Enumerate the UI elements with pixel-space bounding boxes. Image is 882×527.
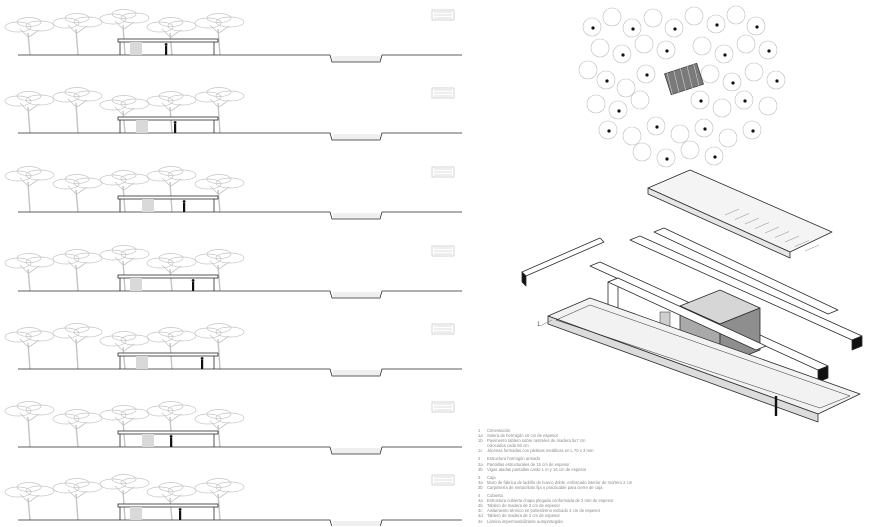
pavilion-wall [130, 42, 142, 55]
tree [53, 175, 102, 213]
plan-tree [671, 125, 689, 143]
plan-tree [759, 41, 777, 59]
legend-item [478, 448, 778, 453]
legend-item-key: 1c [478, 448, 483, 454]
legend-group [478, 493, 778, 524]
plan-tree-canopy [591, 39, 609, 57]
plan-tree [613, 45, 631, 63]
tree-canopy [26, 486, 54, 496]
ground-line [18, 133, 462, 140]
plan-tree-canopy [644, 9, 662, 27]
tree-canopy [74, 482, 102, 492]
person-head [201, 357, 204, 360]
plan-tree-canopy [635, 35, 653, 53]
pit-fill [333, 448, 380, 454]
tree-canopy [26, 331, 54, 341]
legend-group [478, 456, 778, 471]
legend-item-key: 3b [478, 484, 483, 490]
plan-tree-trunk [605, 79, 608, 82]
tree-canopy [26, 170, 54, 180]
person-figure [165, 46, 167, 55]
person-head [170, 435, 173, 438]
section-title-block [432, 246, 454, 256]
tree-trunk [76, 103, 78, 133]
legend-item-key: 4 [478, 493, 481, 499]
tree-canopy [74, 17, 102, 27]
pavilion-wall [136, 120, 148, 133]
tree [53, 88, 102, 134]
legend-item-key: 4b [478, 503, 483, 509]
tree-branch [68, 490, 76, 498]
legend-item-key: 1 [478, 428, 481, 433]
tree-trunk [76, 339, 78, 369]
pavilion-wall [136, 356, 148, 369]
tree-branch [210, 99, 218, 107]
ground-line [18, 291, 462, 298]
tree [53, 250, 102, 292]
plan-tree-trunk [703, 127, 706, 130]
legend-item-text: Cimentación [487, 428, 511, 433]
plan-tree [609, 101, 627, 119]
legend-item-key: 1a [478, 433, 483, 439]
legend-item-key: 2a [478, 461, 483, 467]
beam-left-top [522, 238, 604, 276]
plan-tree [603, 8, 621, 26]
section-title-block [432, 88, 454, 98]
plan-tree-trunk [755, 25, 758, 28]
plan-tree-trunk [655, 125, 658, 128]
tree-branch [20, 178, 28, 186]
legend-item-text: Muro de fábrica de ladrillo de hueco doble, enfoscado interior de mortero 2 cm [487, 479, 633, 485]
legend-item [478, 519, 778, 524]
plan-tree [597, 71, 615, 89]
plan-tree [623, 19, 641, 37]
plan-tree-trunk [645, 73, 648, 76]
plan-tree-trunk [743, 99, 746, 102]
legend-item-key: 3 [478, 474, 481, 480]
plan-tree [644, 9, 662, 27]
person-figure [179, 511, 181, 520]
construction-legend [478, 428, 778, 527]
tree [195, 250, 244, 292]
section-strip [5, 167, 462, 220]
plan-tree-canopy [631, 91, 649, 109]
person-head [179, 508, 182, 511]
plan-tree [647, 117, 665, 135]
person-head [165, 43, 168, 46]
person-figure [174, 124, 176, 133]
plan-tree-trunk [699, 99, 702, 102]
tree [195, 410, 244, 448]
legend-item-text: colocados cada 50 cm [487, 443, 529, 449]
tree-branch [162, 29, 170, 37]
ground-line [18, 447, 462, 454]
section-strip [5, 88, 462, 141]
tree-canopy [216, 91, 244, 101]
plan-tree [759, 97, 777, 115]
tree-canopy [121, 335, 149, 345]
legend-item [478, 467, 778, 472]
legend-item-text: Aislamiento térmico en poliestireno extruido 4 cm de espesor [487, 508, 601, 514]
plan-tree [701, 65, 719, 83]
tree-branch [210, 25, 218, 33]
plan-tree [587, 95, 605, 113]
plan-tree-canopy [737, 35, 755, 53]
tree [5, 92, 54, 134]
tree-canopy [26, 405, 54, 415]
plan-tree [685, 7, 703, 25]
tree-canopy [74, 413, 102, 423]
plan-tree-trunk [767, 49, 770, 52]
tree-branch [115, 21, 123, 29]
tree-branch [210, 261, 218, 269]
plan-tree-canopy [701, 65, 719, 83]
plan-tree-canopy [719, 129, 737, 147]
plan-tree-canopy [713, 99, 731, 117]
pavilion-wall [142, 434, 154, 447]
plan-tree-canopy [671, 125, 689, 143]
pavilion-roof [118, 504, 218, 507]
plan-tree [631, 91, 649, 109]
ground-line [18, 55, 462, 62]
tree-branch [68, 25, 76, 33]
plan-tree [635, 35, 653, 53]
plan-tree [623, 127, 641, 145]
tree-branch [162, 265, 170, 273]
tree [195, 88, 244, 134]
plan-tree [633, 143, 651, 161]
tree-canopy [168, 331, 196, 341]
legend-item-text: Estructura cubierta chapa plegada conformada de 2 mm de espesor [487, 498, 614, 504]
section-strip [5, 324, 462, 377]
plan-tree-canopy [617, 79, 635, 97]
plan-tree-canopy [693, 37, 711, 55]
tree-canopy [26, 21, 54, 31]
tree [53, 479, 102, 521]
tree-trunk [28, 417, 30, 447]
tree-canopy [74, 178, 102, 188]
legend-item-text: Tablero de madera de 2 cm de espesor [487, 513, 560, 519]
plan-tree [695, 119, 713, 137]
ground-line [18, 369, 462, 376]
site-sections [5, 10, 462, 527]
plan-tree-canopy [633, 143, 651, 161]
plan-tree [735, 91, 753, 109]
tree-trunk [28, 182, 30, 212]
plan-tree-canopy [745, 63, 763, 81]
section-strip [5, 246, 462, 299]
tree-canopy [216, 327, 244, 337]
tree-branch [115, 182, 123, 190]
tree-canopy [74, 253, 102, 263]
tree-canopy [121, 478, 149, 488]
section-strip [5, 402, 462, 455]
tree [5, 328, 54, 370]
tree-canopy [216, 178, 244, 188]
tree [147, 254, 196, 292]
section-title-block [432, 402, 454, 412]
plan-tree [719, 129, 737, 147]
plan-tree [693, 37, 711, 55]
person-figure [201, 360, 203, 369]
plan-tree [737, 35, 755, 53]
section-strip [5, 10, 462, 63]
tree-branch [162, 494, 170, 502]
legend-item-text: Jácenas formadas con pletinas metálicas en L 70 x 3 mm [487, 448, 594, 454]
tree-branch [162, 178, 170, 186]
tree-branch [210, 421, 218, 429]
person-figure [170, 438, 172, 447]
plan-tree-trunk [631, 27, 634, 30]
tree-branch [162, 103, 170, 111]
tree-branch [20, 103, 28, 111]
section-strip [5, 475, 462, 527]
plan-pavilion-roof [664, 63, 703, 94]
plan-tree [767, 71, 785, 89]
legend-group [478, 428, 778, 453]
tree-canopy [168, 486, 196, 496]
tree [100, 171, 149, 213]
tree-branch [210, 186, 218, 194]
tree-canopy [216, 17, 244, 27]
tree [53, 14, 102, 56]
plan-tree-trunk [617, 109, 620, 112]
tree-canopy [216, 413, 244, 423]
plan-tree-canopy [727, 6, 745, 24]
tree [195, 479, 244, 521]
plan-tree-trunk [751, 129, 754, 132]
plan-tree-trunk [713, 155, 716, 158]
tree-canopy [121, 99, 149, 109]
plan-tree-trunk [723, 53, 726, 56]
legend-item-text: Lámina impermeabilizante autoprotegida [487, 518, 563, 524]
plan-tree [665, 19, 683, 37]
plan-tree-trunk [673, 27, 676, 30]
plan-tree-trunk [591, 26, 594, 29]
plan-tree [637, 65, 655, 83]
person-figure [183, 203, 185, 212]
plan-tree [707, 15, 725, 33]
plan-tree-canopy [623, 127, 641, 145]
tree-branch [210, 490, 218, 498]
pit-fill [333, 292, 380, 298]
tree-branch [162, 339, 170, 347]
tree-canopy [26, 257, 54, 267]
section-title-block [432, 475, 454, 485]
plan-tree [715, 45, 733, 63]
tree [5, 254, 54, 292]
plan-tree-canopy [579, 61, 597, 79]
tree-canopy [168, 21, 196, 31]
section-title-block [432, 324, 454, 334]
plan-tree [723, 73, 741, 91]
pavilion-roof [118, 117, 218, 120]
tree-branch [68, 261, 76, 269]
pit-fill [333, 213, 380, 219]
pavilion-roof [118, 431, 218, 434]
tree-branch [115, 486, 123, 494]
plan-tree [583, 18, 601, 36]
legend-item-text: Caja [487, 474, 496, 480]
plan-tree-trunk [665, 49, 668, 52]
legend-item-key: 4c [478, 508, 483, 514]
person-head [183, 200, 186, 203]
legend-item-text: Cubierta [487, 493, 503, 499]
plan-tree-trunk [731, 81, 734, 84]
tree-canopy [168, 257, 196, 267]
tree [147, 483, 196, 521]
pavilion-wall [142, 199, 154, 212]
plan-tree-trunk [665, 157, 668, 160]
ground-line [18, 520, 462, 526]
tree [5, 167, 54, 213]
tree-branch [68, 99, 76, 107]
tree-canopy [216, 482, 244, 492]
legend-item-text: Pavimento tablero sobre rastreles de madera 5x7 cm [487, 438, 586, 444]
pit-fill [333, 370, 380, 376]
tree-canopy [121, 174, 149, 184]
pavilion-wall [130, 507, 142, 520]
tree-canopy [26, 95, 54, 105]
section-title-block [432, 10, 454, 20]
legend-item-text: Solera de hormigón 10 cm de espesor [487, 433, 558, 439]
plan-tree-trunk [607, 129, 610, 132]
plan-tree [657, 149, 675, 167]
plan-tree [747, 17, 765, 35]
tree [147, 167, 196, 213]
pit-fill [333, 56, 380, 62]
tree-branch [20, 265, 28, 273]
plan-tree-canopy [587, 95, 605, 113]
legend-item-text: Estructura hormigón armado [487, 456, 541, 462]
pavilion-roof [118, 196, 218, 199]
legend-item-text: Vigas atadas pantallas canto 1 m y 15 cm de espesor [487, 466, 587, 472]
tree-branch [162, 413, 170, 421]
pavilion-roof [118, 39, 218, 42]
plan-tree [713, 99, 731, 117]
plan-tree-trunk [775, 79, 778, 82]
tree-branch [68, 186, 76, 194]
tree-canopy [74, 327, 102, 337]
tree [100, 406, 149, 448]
tree [5, 402, 54, 448]
legend-group [478, 475, 778, 490]
plan-tree-canopy [685, 7, 703, 25]
section-title-block [432, 167, 454, 177]
plan-tree [591, 39, 609, 57]
ground-line [18, 212, 462, 219]
tree-canopy [121, 409, 149, 419]
exploded-axonometric [522, 170, 862, 422]
tree-canopy [121, 13, 149, 23]
tree-branch [68, 335, 76, 343]
tree-canopy [168, 170, 196, 180]
legend-item-key: 3a [478, 479, 483, 485]
plan-tree [617, 79, 635, 97]
plan-tree-trunk [715, 23, 718, 26]
plan-tree [681, 141, 699, 159]
tree-branch [20, 339, 28, 347]
plan-tree-trunk [621, 53, 624, 56]
legend-item [478, 485, 778, 490]
tree [5, 483, 54, 521]
tree-branch [68, 421, 76, 429]
legend-item-key: 2 [478, 456, 481, 462]
axonometry-callout-label: 1 [537, 322, 541, 328]
tree-canopy [168, 95, 196, 105]
tree [5, 18, 54, 56]
tree-canopy [74, 91, 102, 101]
tree [195, 14, 244, 56]
tree-branch [115, 107, 123, 115]
person-head [174, 121, 177, 124]
tree-branch [210, 335, 218, 343]
legend-item-text: Carpintería de metacrilato fija o practicable para cierre de caja [487, 484, 603, 490]
plan-tree [599, 121, 617, 139]
person-head [192, 279, 195, 282]
legend-item-key: 4d [478, 513, 483, 519]
pavilion-wall [130, 278, 142, 291]
site-plan-with-trees [579, 6, 785, 167]
tree [53, 410, 102, 448]
tree-branch [115, 417, 123, 425]
tree-branch [20, 413, 28, 421]
tree-branch [115, 343, 123, 351]
tree-canopy [168, 405, 196, 415]
tree-branch [20, 494, 28, 502]
pavilion-roof [118, 353, 218, 356]
tree-canopy [216, 253, 244, 263]
pit-fill [333, 134, 380, 140]
plan-tree [657, 41, 675, 59]
tree [53, 324, 102, 370]
legend-item-key: 2b [478, 466, 483, 472]
tree [147, 92, 196, 134]
plan-tree [743, 121, 761, 139]
legend-item-text: Tablero de madera de 2 cm de espesor [487, 503, 560, 509]
pavilion-roof [118, 275, 218, 278]
legend-item-key: 4e [478, 518, 483, 524]
plan-tree [745, 63, 763, 81]
pit-fill [333, 521, 380, 526]
legend-item-key: 1b [478, 438, 483, 444]
plan-tree [691, 91, 709, 109]
roof-rib [805, 245, 819, 251]
plan-tree [727, 6, 745, 24]
tree [147, 328, 196, 370]
plan-tree-canopy [681, 141, 699, 159]
tree-canopy [121, 249, 149, 259]
plan-tree-canopy [759, 97, 777, 115]
legend-item-text: Pantallas estructurales de 15 cm de espesor [487, 461, 570, 467]
legend-item-key: 4a [478, 498, 483, 504]
plan-tree [579, 61, 597, 79]
tree [195, 175, 244, 213]
tree-branch [20, 29, 28, 37]
plan-tree [705, 147, 723, 165]
tree-branch [115, 257, 123, 265]
person-figure [192, 282, 194, 291]
tree [147, 18, 196, 56]
plan-tree-canopy [603, 8, 621, 26]
